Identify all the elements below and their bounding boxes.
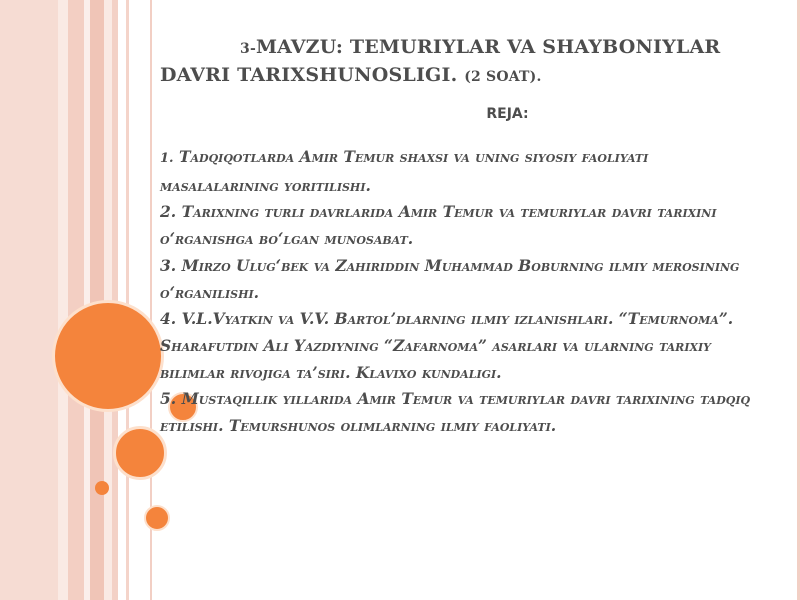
plan-item xyxy=(160,386,760,439)
decorative-circle-medium xyxy=(113,426,167,480)
plan-list xyxy=(160,144,760,440)
plan-item-number: 3. xyxy=(160,255,177,275)
decorative-circle-dot xyxy=(95,481,109,495)
plan-item-number: 5. xyxy=(160,389,177,409)
plan-item-text: Mustaqillik yillarida Amir Temur va temuriylar davri tarixining tadqiq etilishi. Temurshunos olimlarning ilmiy faoliyati. xyxy=(160,389,751,436)
plan-item-text: Tarixning turli davrlarida Amir Temur va temuriylar davri tarixini o‘rganishga bo‘lgan munosabat. xyxy=(160,202,717,249)
title-hours: (2 SOAT). xyxy=(464,69,542,85)
slide-title xyxy=(160,34,760,90)
plan-item xyxy=(160,253,760,306)
decorative-stripe xyxy=(58,0,68,600)
decorative-stripe xyxy=(0,0,58,600)
plan-item-number: 4. xyxy=(160,309,177,329)
plan-item-text: Tadqiqotlarda Amir Temur shaxsi va uning siyosiy faoliyati masalalarining yoritilishi. xyxy=(160,147,649,195)
decorative-circle-dot xyxy=(144,505,170,531)
decorative-circle-large xyxy=(52,300,164,412)
plan-item xyxy=(160,144,760,199)
plan-item-number: 2. xyxy=(160,202,177,222)
plan-heading: REJA: xyxy=(486,106,529,122)
decorative-stripe xyxy=(68,0,84,600)
plan-item-number: 1. xyxy=(160,151,174,166)
title-main: MAVZU: TEMURIYLAR VA SHAYBONIYLAR DAVRI TARIXSHUNOSLIGI. xyxy=(160,36,721,86)
plan-item-text: Mirzo Ulug‘bek va Zahiriddin Muhammad Boburning ilmiy merosining o‘rganilishi. xyxy=(160,255,740,302)
plan-item xyxy=(160,199,760,252)
title-number: 3- xyxy=(240,41,256,57)
plan-item-text: V.L.Vyatkin va V.V. Bartol’dlarning ilmiy izlanishlari. “Temurnoma”. Sharafutdin Ali Yazdiyning “Zafarnoma” asarlari va ularning tarixiy bilimlar rivojiga ta’siri. Klavixo kundaligi. xyxy=(160,309,734,382)
plan-item xyxy=(160,306,760,386)
slide-content xyxy=(160,34,760,440)
decorative-stripe xyxy=(126,0,129,600)
